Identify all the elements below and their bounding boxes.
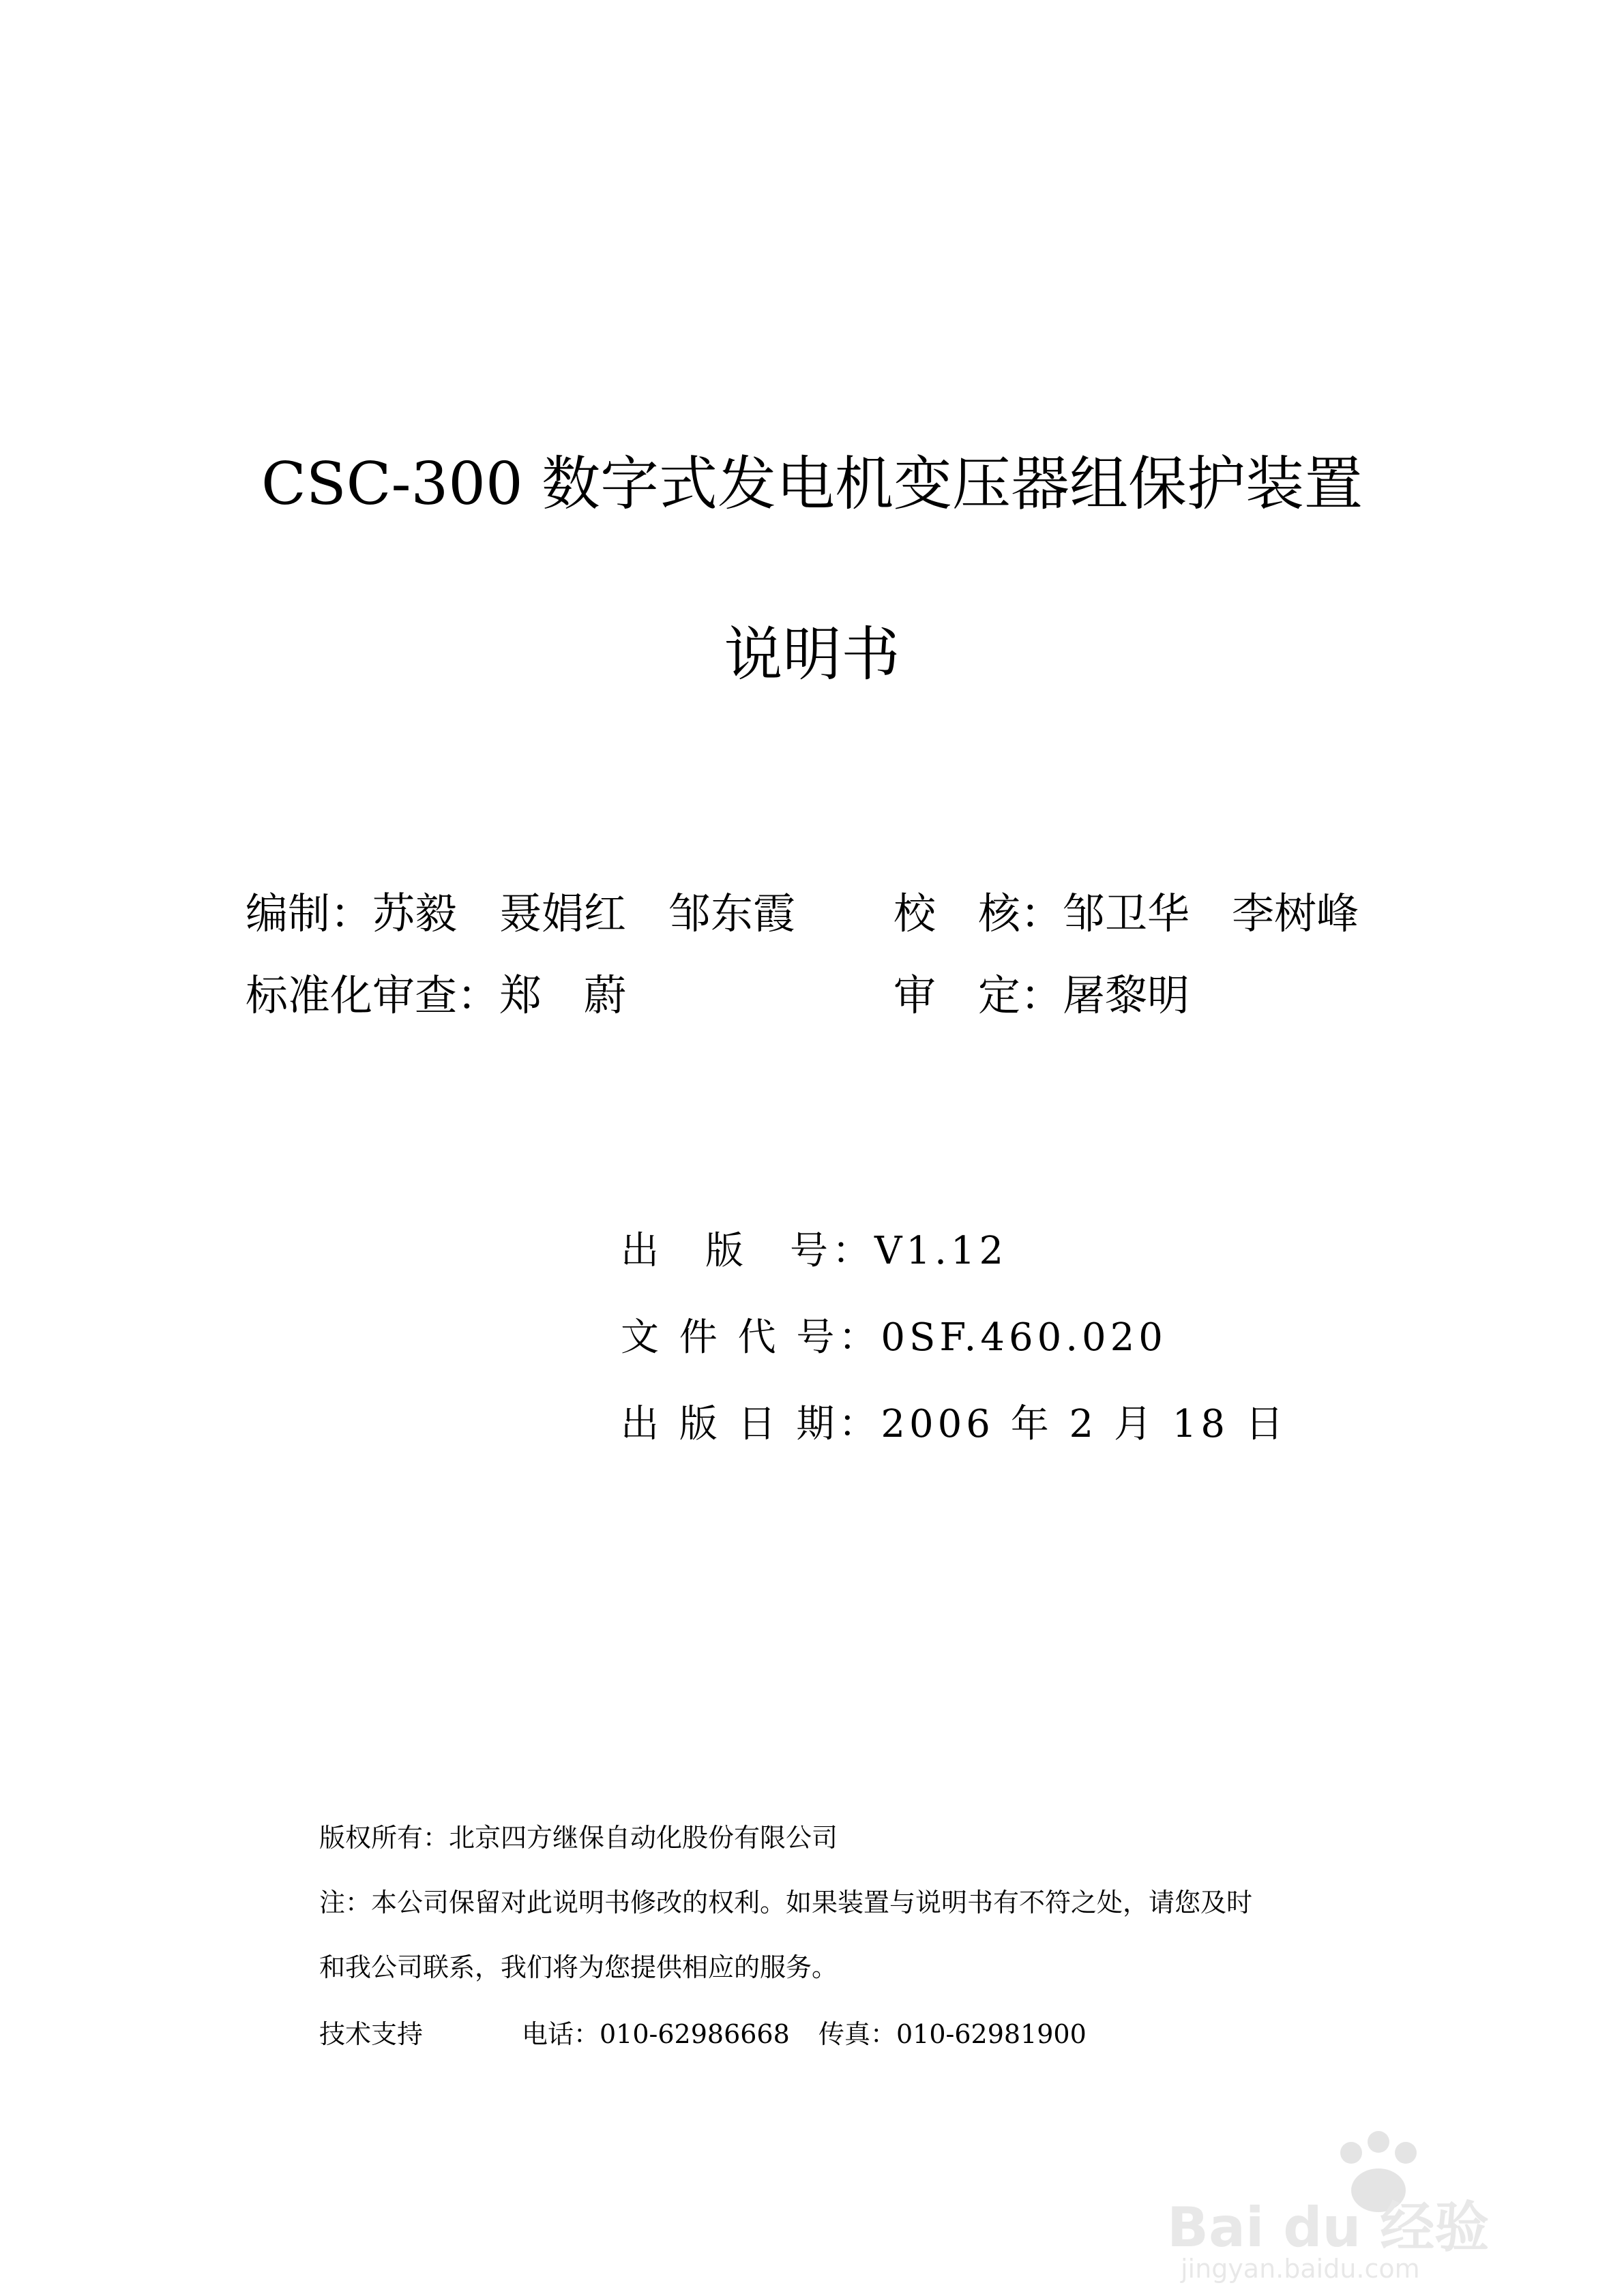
watermark-url: jingyan.baidu.com [1181, 2254, 1420, 2284]
footer-note-line-2: 和我公司联系，我们将为您提供相应的服务。 [319, 1952, 838, 1982]
title-line-1: CSC-300 数字式发电机变压器组保护装置 [261, 450, 1363, 518]
publication-edition: 出 版 号：V1.12 [621, 1229, 1008, 1273]
footer-phone: 电话：010-62986668 [522, 2019, 790, 2049]
title-line-2: 说明书 [724, 621, 900, 689]
footer-copyright: 版权所有：北京四方继保自动化股份有限公司 [319, 1823, 838, 1853]
credit-compiled: 编制：苏毅 聂娟红 邹东霞 [246, 889, 796, 938]
baidu-jingyan-watermark [1167, 2126, 1549, 2282]
footer-note-line-1: 注：本公司保留对此说明书修改的权利。如果装置与说明书有不符之处，请您及时 [319, 1888, 1253, 1918]
footer-fax: 传真：010-62981900 [818, 2019, 1087, 2049]
credit-approved: 审 定：屠黎明 [894, 970, 1190, 1020]
footer-support-label: 技术支持 [319, 2019, 424, 2049]
watermark-brand: Bai du 经验 [1167, 2196, 1490, 2259]
publication-document-code: 文 件 代 号：0SF.460.020 [621, 1315, 1167, 1360]
publication-date: 出 版 日 期：2006 年 2 月 18 日 [621, 1402, 1288, 1446]
credit-checked: 校 核：邹卫华 李树峰 [894, 889, 1359, 938]
credit-standard-review: 标准化审查：郑 蔚 [246, 970, 627, 1020]
